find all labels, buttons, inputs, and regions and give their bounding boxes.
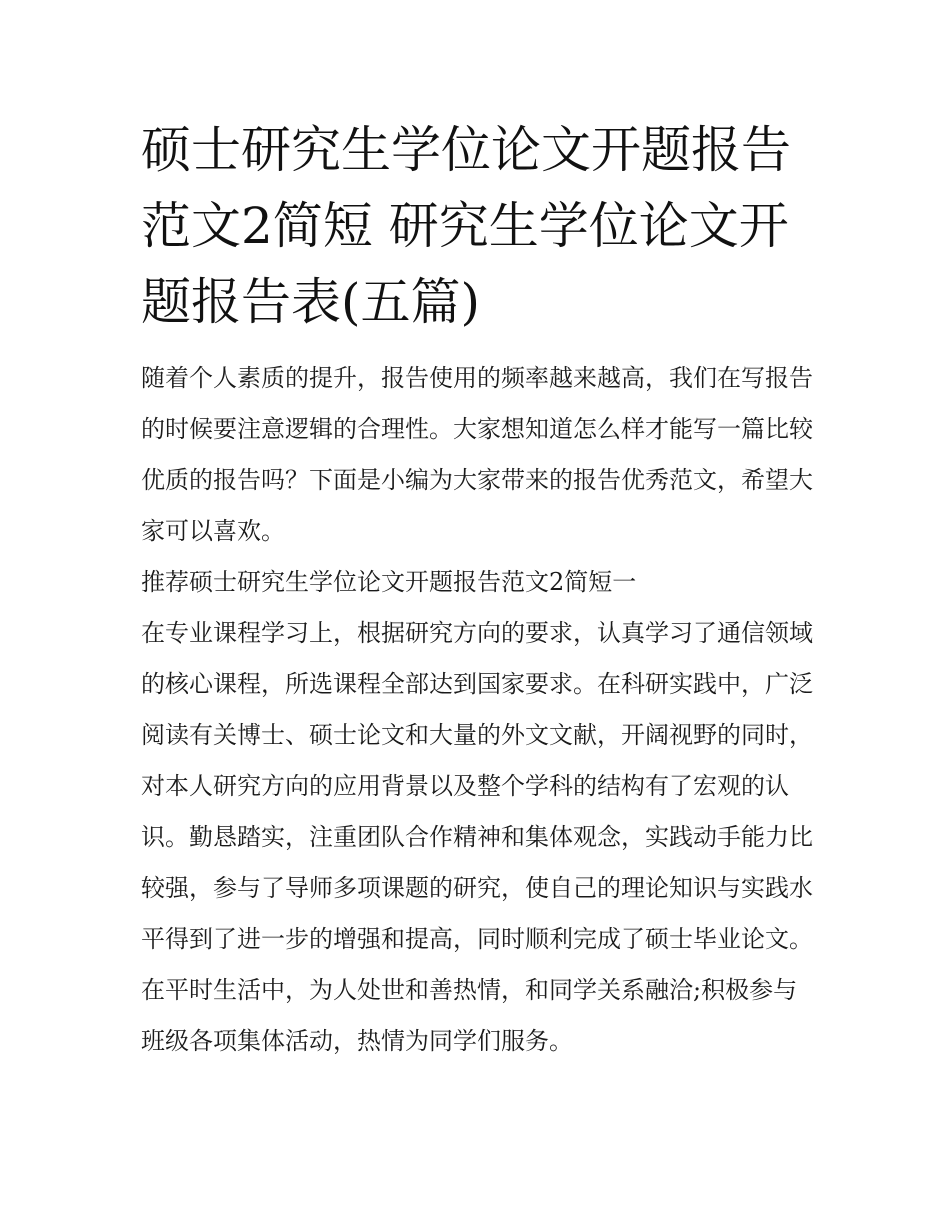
study-paragraph: 在专业课程学习上，根据研究方向的要求，认真学习了通信领域的核心课程，所选课程全部达到国家要求。在科研实践中，广泛阅读有关博士、硕士论文和大量的外文文献，开阔视野的同时，对本人研究方向的应用背景以及整个学科的结构有了宏观的认识。勤恳踏实，注重团队合作精神和集体观念，实践动手能力比较强，参与了导师多项课题的研究，使自己的理论知识与实践水平得到了进一步的增强和提高，同时顺利完成了硕士毕业论文。 [141, 619, 813, 953]
section-heading: 推荐硕士研究生学位论文开题报告范文2简短一 [141, 568, 637, 596]
life-paragraph: 在平时生活中，为人处世和善热情，和同学关系融洽;积极参与班级各项集体活动，热情为同学们服务。 [141, 976, 798, 1055]
document-body [141, 353, 821, 1067]
document-title: 硕士研究生学位论文开题报告范文2简短 研究生学位论文开题报告表(五篇) [141, 121, 791, 331]
document-content [141, 112, 821, 1067]
intro-paragraph: 随着个人素质的提升，报告使用的频率越来越高，我们在写报告的时候要注意逻辑的合理性。大家想知道怎么样才能写一篇比较优质的报告吗？下面是小编为大家带来的报告优秀范文，希望大家可以喜欢。 [141, 364, 813, 545]
